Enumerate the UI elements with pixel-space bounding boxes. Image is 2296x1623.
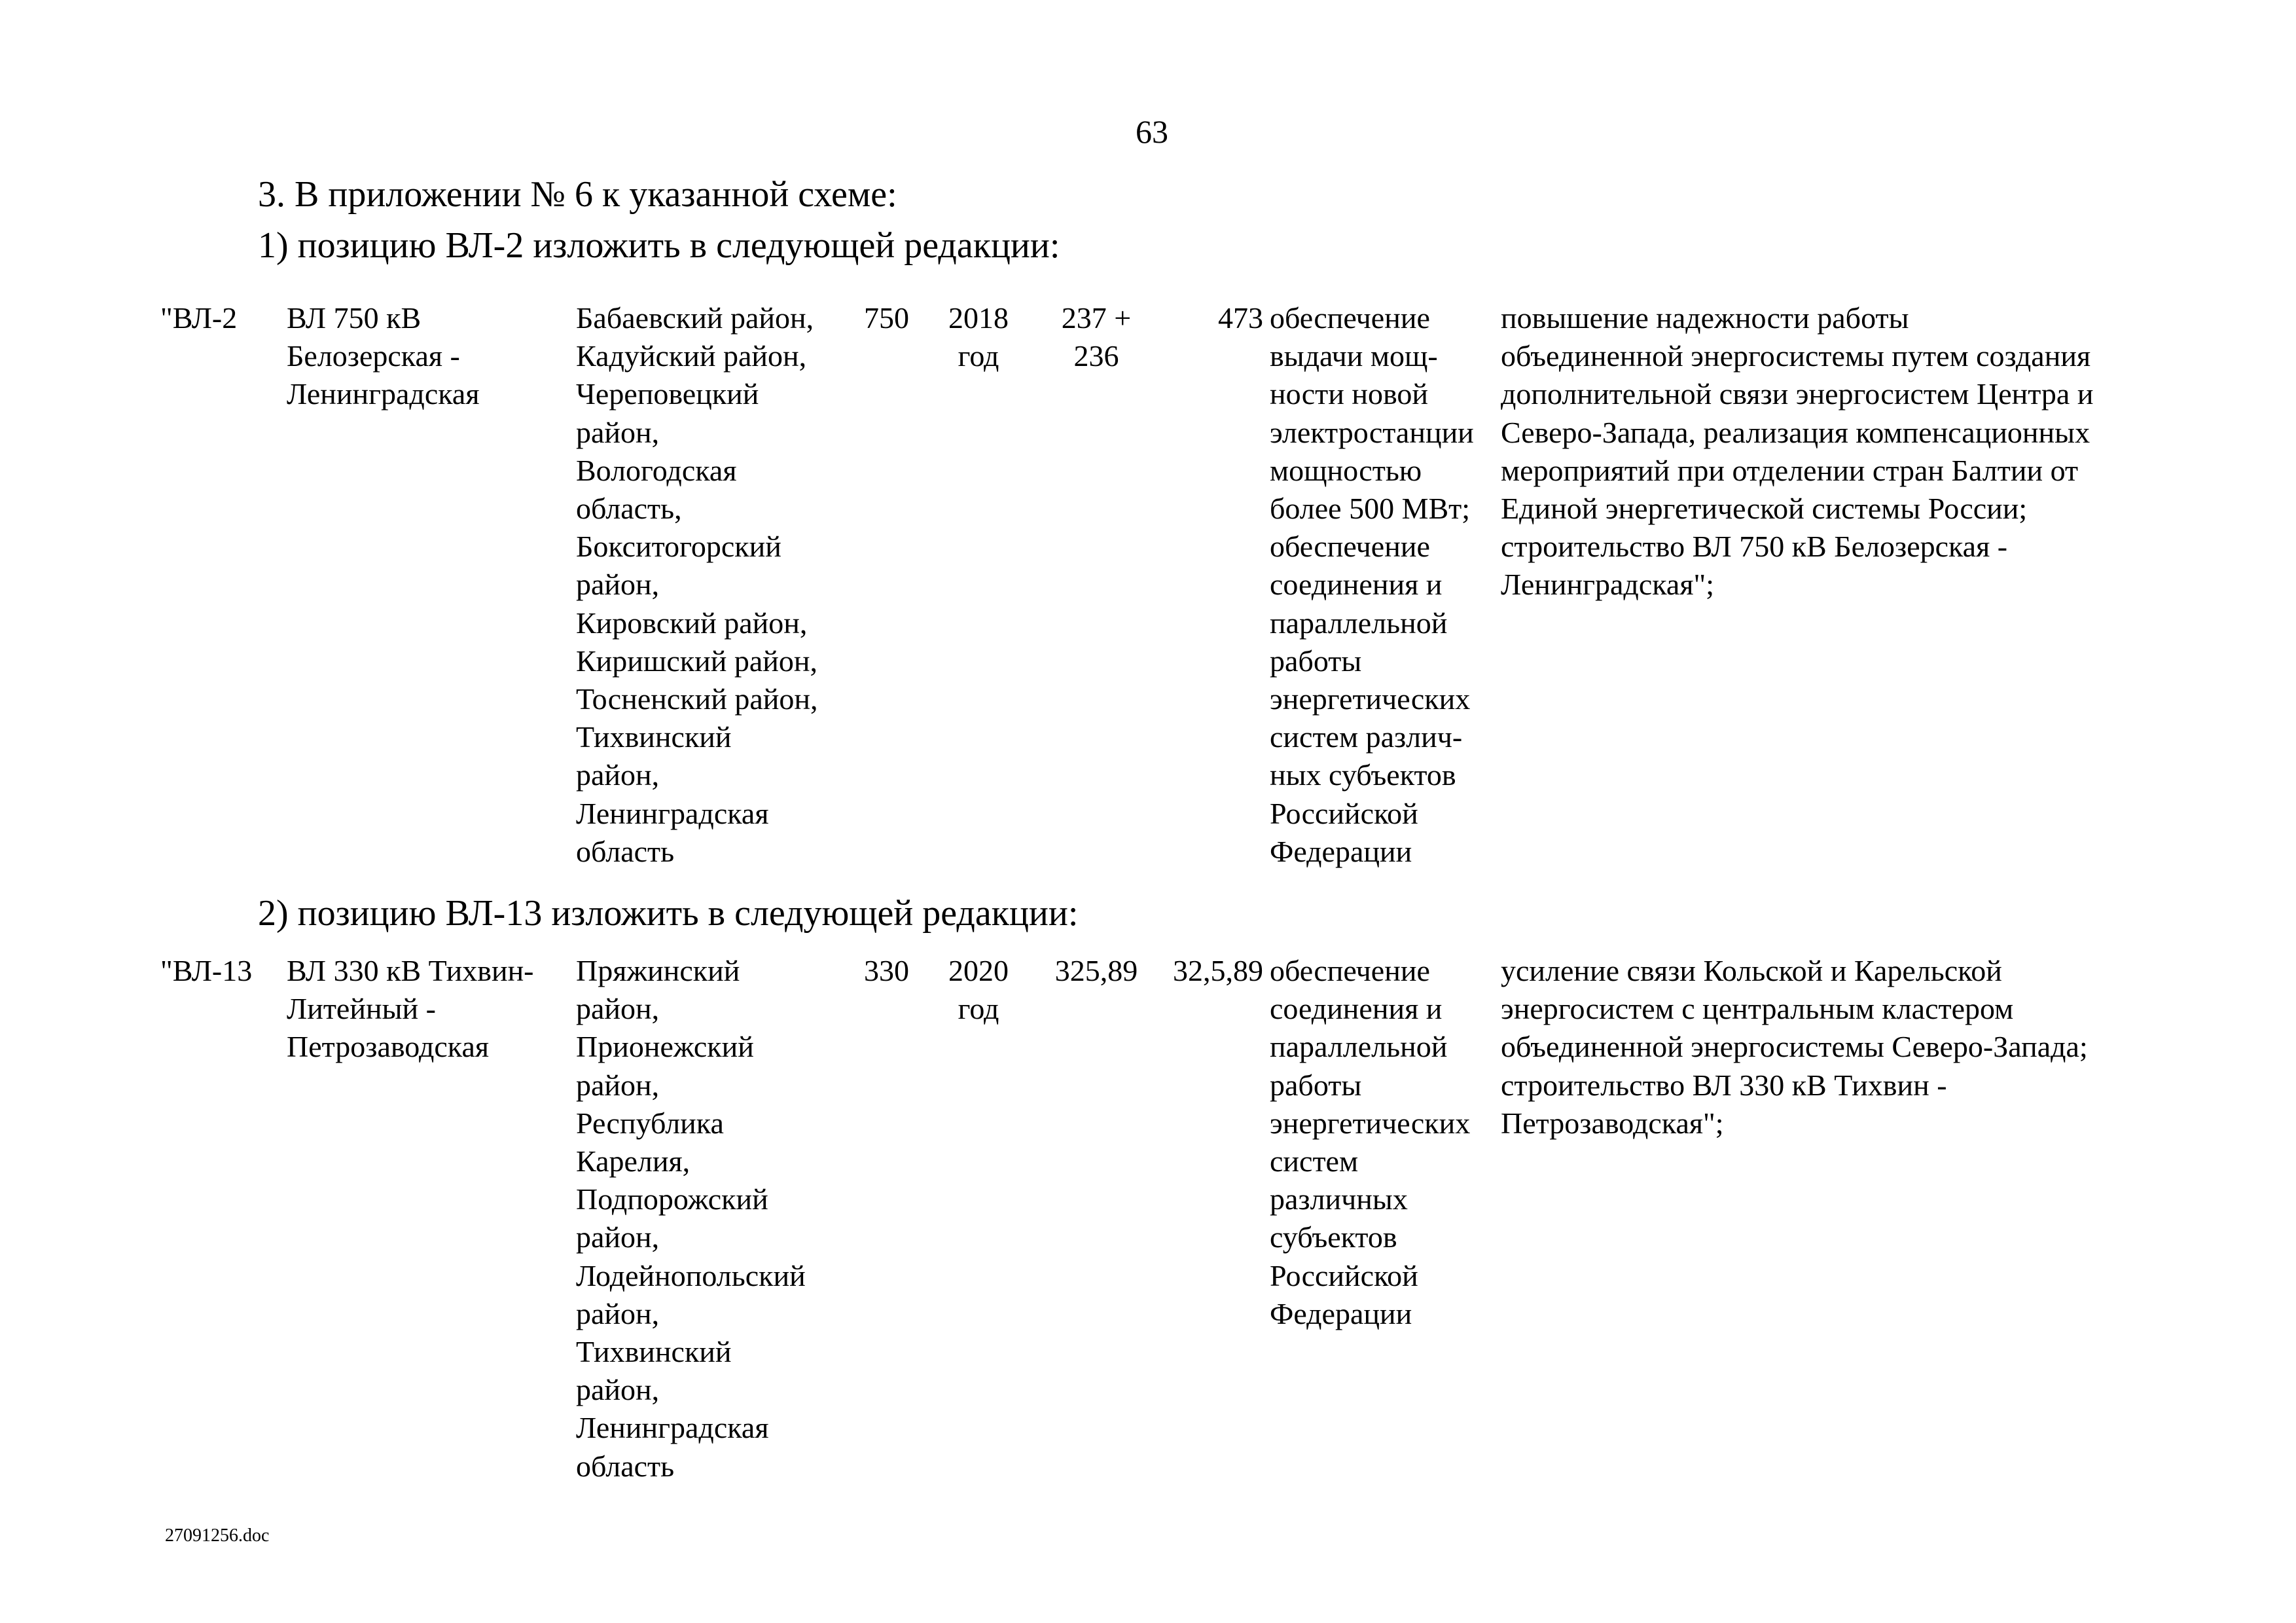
row-line-name: ВЛ 750 кВ Белозерская - Ленинградская [287,301,480,411]
row-length-total: 473 [1218,301,1263,335]
row-length-total: 32,5,89 [1173,954,1263,987]
row-line-name: ВЛ 330 кВ Тихвин- Литейный - Петрозаводская [287,954,534,1064]
row-year: 2020 год [948,954,1009,1026]
row-purpose: обеспечение выдачи мощ- ности новой электростанции мощностью более 500 МВт; обеспечение соединения и параллельной работы энергетических систем различ- ных субъектов Российской Федерации [1270,301,1474,868]
item1-intro: 1) позицию ВЛ-2 изложить в следующей редакции: [258,225,1060,266]
row-goal: повышение надежности работы объединенной энергосистемы путем создания дополнительной связи энергосистем Центра и Северо-Запада, реализация компенсационных мероприятий при отделении стран Балтии от Единой энергетической системы России; строительство ВЛ 750 кВ Белозерская - Ленинградская"; [1501,301,2094,602]
row-voltage: 750 [864,301,909,335]
item2-intro: 2) позицию ВЛ-13 изложить в следующей редакции: [258,893,1079,934]
row-length: 237 + 236 [1061,301,1132,373]
row-length: 325,89 [1054,954,1138,987]
page-number: 63 [1136,113,1168,150]
row-regions: Пряжинский район, Прионежский район, Республика Карелия, Подпорожский район, Лодейнопольский район, Тихвинский район, Ленинградская область [576,954,806,1483]
row-code: "ВЛ-2 [160,301,238,335]
row-purpose: обеспечение соединения и параллельной работы энергетических систем различных субъектов Российской Федерации [1270,954,1471,1330]
row-goal: усиление связи Кольской и Карельской энергосистем с центральным кластером объединенной энергосистемы Северо-Запада; строительство ВЛ 330 кВ Тихвин - Петрозаводская"; [1501,954,2088,1140]
row-voltage: 330 [864,954,909,987]
row-code: "ВЛ-13 [160,954,253,987]
row-regions: Бабаевский район, Кадуйский район, Череповецкий район, Вологодская область, Бокситогорский район, Кировский район, Киришский район, Тосненский район, Тихвинский район, Ленинградская область [576,301,818,868]
row-year: 2018 год [948,301,1009,373]
footer-filename: 27091256.doc [165,1525,270,1546]
section-heading: 3. В приложении № 6 к указанной схеме: [258,174,897,215]
